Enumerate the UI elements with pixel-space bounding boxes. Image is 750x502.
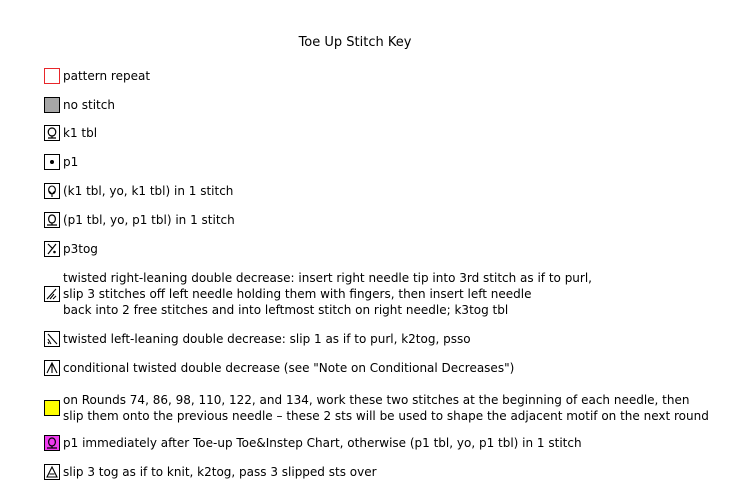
key-item-label: twisted left-leaning double decrease: slip 1 as if to purl, k2tog, psso [63,332,471,346]
key-item-label: (p1 tbl, yo, p1 tbl) in 1 stitch [63,213,235,227]
key-item-p1 [44,154,78,170]
key-item-line: slip 3 stitches off left needle holding them with fingers, then insert left needle [63,287,532,301]
key-item-line: back into 2 free stitches and into leftmost stitch on right needle; k3tog tbl [63,303,509,317]
key-item-label: conditional twisted double decrease (see "Note on Conditional Decreases") [63,361,515,375]
key-item-slip3-k2tog [44,464,377,480]
key-item-line: twisted right-leaning double decrease: insert right needle tip into 3rd stitch as if to purl, [63,271,592,285]
key-item-label: no stitch [63,98,115,112]
key-item-label: k1 tbl [63,126,98,140]
key-item-line: on Rounds 74, 86, 98, 110, 122, and 134, work these two stitches at the beginning of each needle, then [63,393,690,407]
no-stitch-gray-box-icon [44,97,60,113]
twisted-left-double-decrease-icon [44,331,60,347]
key-item-pattern-repeat [44,68,150,84]
key-item-p1tbl-yo-p1tbl [44,212,235,228]
pattern-repeat-box-icon [44,68,60,84]
key-item-label: p3tog [63,242,98,256]
p3tog-icon [44,241,60,257]
key-item-round-note [44,392,709,424]
key-item-label: p1 [63,155,79,169]
key-item-twisted-right-decrease [44,270,592,318]
key-item-conditional-decrease [44,360,514,376]
p1-dot-icon [44,154,60,170]
key-item-conditional-p1 [44,435,582,451]
key-item-k1-tbl [44,125,97,141]
p1tbl-yo-p1tbl-icon [44,212,60,228]
page-title: Toe Up Stitch Key [298,35,412,50]
key-item-p3tog [44,241,98,257]
key-item-no-stitch [44,97,115,113]
key-item-k1tbl-yo-k1tbl [44,183,233,199]
conditional-p1-magenta-icon [44,435,60,451]
k1tbl-yo-k1tbl-icon [44,183,60,199]
k1-tbl-icon [44,125,60,141]
conditional-twisted-double-decrease-icon [44,360,60,376]
key-item-label: (k1 tbl, yo, k1 tbl) in 1 stitch [63,184,234,198]
twisted-right-double-decrease-icon [44,286,60,302]
slip3-k2tog-pass-icon [44,464,60,480]
key-item-twisted-left-decrease [44,331,471,347]
key-item-label: slip 3 tog as if to knit, k2tog, pass 3 slipped sts over [63,465,377,479]
key-item-label: pattern repeat [63,69,151,83]
round-note-yellow-box-icon [44,400,60,416]
key-item-label: p1 immediately after Toe-up Toe&Instep Chart, otherwise (p1 tbl, yo, p1 tbl) in 1 stitch [63,436,582,450]
key-item-line: slip them onto the previous needle – these 2 sts will be used to shape the adjacent motif on the next round [63,409,709,423]
